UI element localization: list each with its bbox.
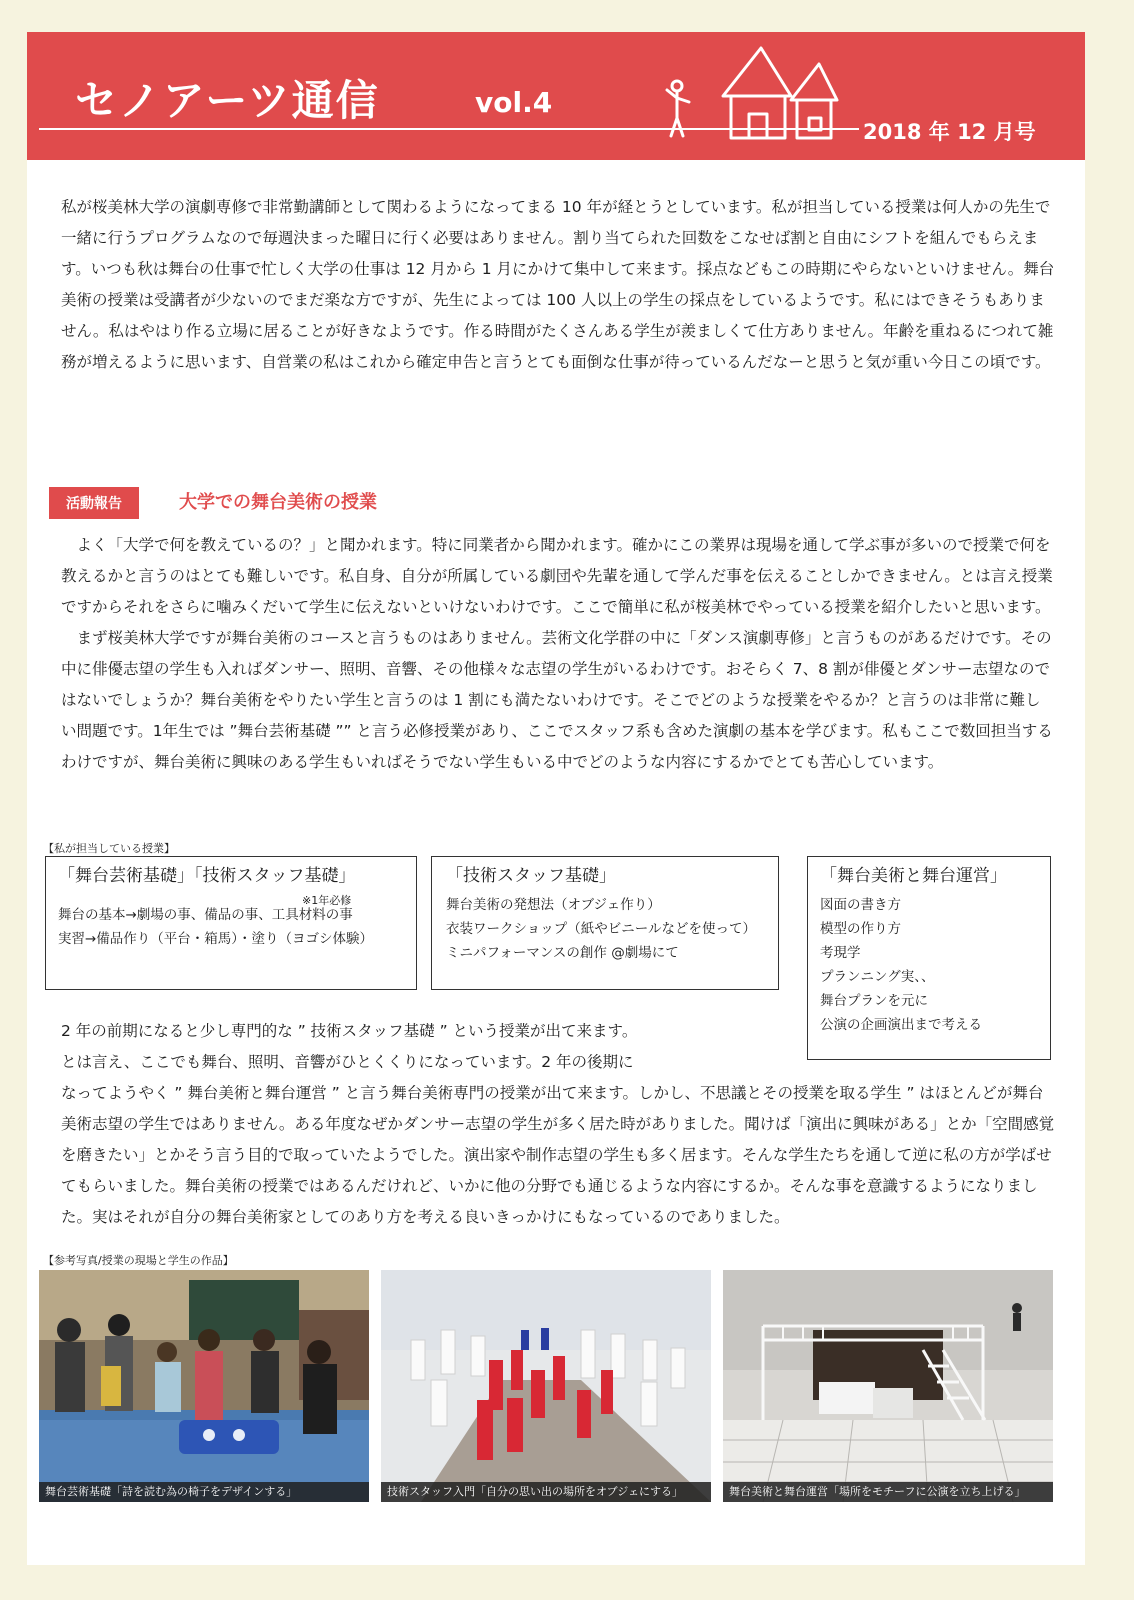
photo-caption: 舞台芸術基礎「詩を読む為の椅子をデザインする」 [39, 1482, 369, 1502]
article-paragraph-3: なってようやく ” 舞台美術と舞台運営 ” と言う舞台美術専門の授業が出て来ます。しかし、不思議とその授業を取る学生 ” はほとんどが舞台美術志望の学生ではありません。ある年度なぜかダンサー志望の学生が多く居た時がありました。聞けば「演出に興味がある」とか「空間感覚を磨きたい」とかそう言う目的で取っていたようでした。演出家や制作志望の学生も多く居ます。そんな学生たちを通して逆に私の方が学ばせてもらいました。舞台美術の授業ではあるんだけれど、いかに他の分野でも通じるような内容にするか。そんな事を意識するようになりました。実はそれが自分の舞台美術家としてのあり方を考える良いきっかけにもなっているのでありました。 [61, 1084, 1055, 1226]
course-box-title: 「技術スタッフ基礎」 [446, 866, 616, 886]
course-line: 模型の作り方 [820, 921, 901, 937]
photo-caption: 技術スタッフ入門「自分の思い出の場所をオブジェにする」 [381, 1482, 711, 1502]
courses-caption: 【私が担当している授業】 [43, 842, 175, 855]
course-line: プランニング実、、 [820, 969, 935, 985]
photo-caption: 舞台美術と舞台運営「場所をモチーフに公演を立ち上げる」 [723, 1482, 1053, 1502]
article-body-part2 [61, 1016, 1055, 1233]
header-rule [39, 128, 859, 130]
course-line: 実習→備品作り（平台・箱馬）・塗り（ヨゴシ体験） [58, 931, 374, 947]
header-banner [27, 32, 1085, 160]
photo-stage-model [723, 1270, 1053, 1502]
volume-label: vol.4 [475, 86, 553, 119]
article-line: とは言え、ここでも舞台、照明、音響がひとくくりになっています。2 年の後期に [61, 1053, 634, 1071]
course-line: 衣装ワークショップ（紙やビニールなどを使って） [446, 921, 756, 937]
required-note: ※1年必修 [302, 894, 352, 907]
stage-model-photo-image [723, 1270, 1053, 1502]
intro-paragraph: 私が桜美林大学の演劇専修で非常勤講師として関わるようになってまる 10 年が経とうとしています。私が担当している授業は何人かの先生で一緒に行うプログラムなので毎週決まった曜日に行く必要はありません。割り当てられた回数をこなせば割と自由にシフトを組んでもらえます。いつも秋は舞台の仕事で忙しく大学の仕事は 12 月から 1 月にかけて集中して来ます。採点などもこの時期にやらないといけません。舞台美術の授業は受講者が少ないのでまだ楽な方ですが、先生によっては 100 人以上の学生の採点をしているようです。私にはできそうもありません。私はやはり作る立場に居ることが好きなようです。作る時間がたくさんある学生が羨ましくて仕方ありません。年齢を重ねるにつれて雑務が増えるように思います、自営業の私はこれから確定申告と言うとても面倒な仕事が待っているんだなーと思うと気が重い今日この頃です。 [61, 198, 1055, 371]
course-box-title: 「舞台美術と舞台運営」 [820, 866, 1007, 886]
classroom-photo-image [39, 1270, 369, 1502]
course-line: 舞台プランを元に [820, 993, 928, 1009]
course-box-basics [45, 856, 417, 990]
course-box-title: 「舞台芸術基礎」「技術スタッフ基礎」 [58, 866, 356, 886]
article-paragraph-2: まず桜美林大学ですが舞台美術のコースと言うものはありません。芸術文化学群の中に「ダンス演劇専修」と言うものがあるだけです。その中に俳優志望の学生も入ればダンサー、照明、音響、その他様々な志望の学生がいるわけです。おそらく 7、8 割が俳優とダンサー志望なのではないでしょうか？舞台美術をやりたい学生と言うのは 1 割にも満たないわけです。そこでどのような授業をやるか？と言うのは非常に難しい問題です。1年生では ”舞台芸術基礎 ”” と言う必修授業があり、ここでスタッフ系も含めた演劇の基本を学びます。私もここで数回担当するわけですが、舞台美術に興味のある学生もいればそうでない学生もいる中でどのような内容にするかでとても苦心しています。 [61, 629, 1053, 771]
article-paragraph-1: よく「大学で何を教えているの？」と聞かれます。特に同業者から聞かれます。確かにこの業界は現場を通して学ぶ事が多いので授業で何を教えるかと言うのはとても難しいです。私自身、自分が所属している劇団や先輩を通して学んだ事を伝えることしかできません。とは言え授業ですからそれをさらに噛みくだいて学生に伝えないといけないわけです。ここで簡単に私が桜美林でやっている授業を紹介したいと思います。 [61, 536, 1053, 616]
article-title: 大学での舞台美術の授業 [179, 492, 377, 513]
newsletter-title: セノアーツ通信 [75, 76, 380, 125]
newsletter-page [27, 32, 1085, 1565]
house-figure-logo-icon [663, 38, 863, 148]
photo-objects [381, 1270, 711, 1502]
objects-photo-image [381, 1270, 711, 1502]
activity-report-tag: 活動報告 [49, 487, 139, 519]
course-line: 考現学 [820, 945, 861, 961]
course-line: ミニパフォーマンスの創作 @劇場にて [446, 945, 679, 961]
course-box-tech-staff [431, 856, 779, 990]
course-line: 公演の企画演出まで考える [820, 1017, 982, 1033]
photo-classroom [39, 1270, 369, 1502]
course-line: 舞台の基本→劇場の事、備品の事、工具材料の事 [58, 907, 353, 923]
issue-date: 2018 年 12 月号 [863, 120, 1036, 144]
course-line: 舞台美術の発想法（オブジェ作り） [446, 897, 661, 913]
article-body-part1 [61, 530, 1055, 778]
photos-caption: 【参考写真/授業の現場と学生の作品】 [43, 1254, 234, 1267]
course-line: 図面の書き方 [820, 897, 901, 913]
article-line: 2 年の前期になると少し専門的な ” 技術スタッフ基礎 ” という授業が出て来ます。 [61, 1022, 638, 1040]
